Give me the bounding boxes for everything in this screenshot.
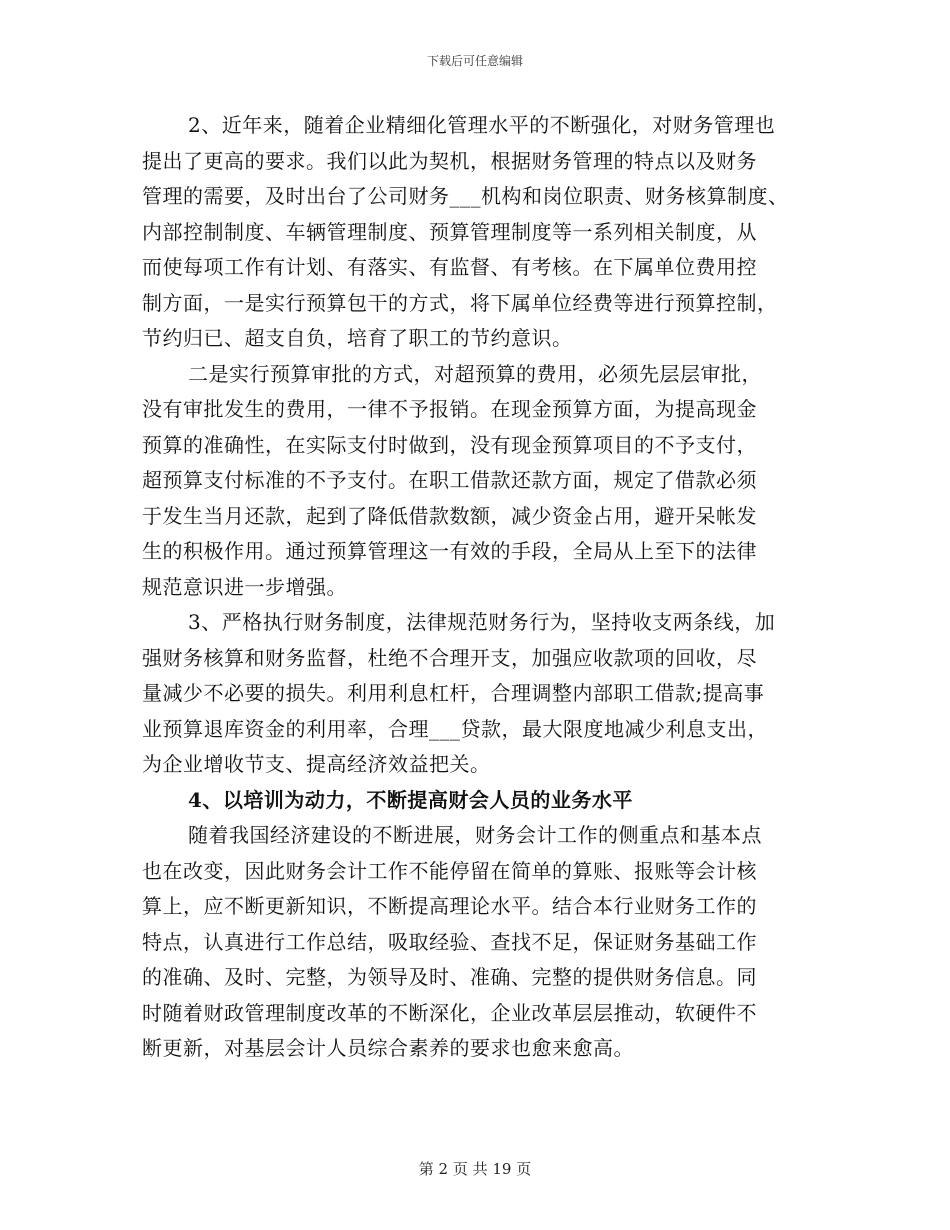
text-line: 没有审批发生的费用，一律不予报销。在现金预算方面，为提高现金 [142,397,757,421]
text-line: 特点，认真进行工作总结，吸取经验、查找不足，保证财务基础工作 [142,929,757,954]
paragraph [142,108,822,357]
text-line: 算上，应不断更新知识，不断提高理论水平。结合本行业财务工作的 [142,894,757,918]
text-line: 也在改变，因此财务会计工作不能停留在简单的算账、报账等会计核 [142,858,757,883]
section-heading [142,783,822,819]
text-line: 为企业增收节支、提高经济效益把关。 [142,752,491,776]
text-line: 规范意识进一步增强。 [142,574,347,599]
text-line: 超预算支付标准的不予支付。在职工借款还款方面，规定了借款必须 [142,468,757,492]
text-line: 断更新，对基层会计人员综合素养的要求也愈来愈高。 [142,1036,634,1060]
text-line: 业预算退库资金的利用率，合理___贷款，最大限度地减少利息支出， [142,716,768,741]
text-line: 于发生当月还款，起到了降低借款数额，减少资金占用，避开呆帐发 [142,503,757,528]
text-line: 而使每项工作有计划、有落实、有监督、有考核。在下属单位费用控 [142,255,757,279]
heading-text: 4、以培训为动力，不断提高财会人员的业务水平 [188,787,633,812]
text-line: 的准确、及时、完整，为领导及时、准确、完整的提供财务信息。同 [142,965,757,989]
text-line: 预算的准确性，在实际支付时做到，没有现金预算项目的不予支付， [142,432,757,457]
text-line: 内部控制制度、车辆管理制度、预算管理制度等一系列相关制度，从 [142,219,757,244]
text-line: 随着我国经济建设的不断进展，财务会计工作的侧重点和基本点 [188,823,762,847]
text-line: 制方面，一是实行预算包干的方式，将下属单位经费等进行预算控制， [142,290,778,315]
paragraph [142,605,822,783]
text-line: 强财务核算和财务监督，杜绝不合理开支，加强应收款项的回收，尽 [142,645,757,670]
text-line: 时随着财政管理制度改革的不断深化，企业改革层层推动，软硬件不 [142,1000,757,1025]
text-line: 3、严格执行财务制度，法律规范财务行为，坚持收支两条线，加 [188,610,776,634]
text-line: 生的积极作用。通过预算管理这一有效的手段，全局从上至下的法律 [142,539,757,563]
document-body [142,108,822,1067]
text-line: 提出了更高的要求。我们以此为契机，根据财务管理的特点以及财务 [142,148,757,173]
text-line: 2、近年来，随着企业精细化管理水平的不断强化，对财务管理也 [188,113,776,137]
text-line: 二是实行预算审批的方式，对超预算的费用，必须先层层审批， [188,361,762,386]
text-line: 节约归已、超支自负，培育了职工的节约意识。 [142,326,573,350]
text-line: 管理的需要，及时出台了公司财务___机构和岗位职责、财务核算制度、 [142,184,789,208]
paragraph [142,357,822,606]
page-header: 下载后可任意编辑 [426,54,523,68]
text-line: 量减少不必要的损失。利用利息杠杆，合理调整内部职工借款;提高事 [142,681,765,705]
page-number: 第 2 页 共 19 页 [418,1160,532,1178]
paragraph [142,818,822,1067]
